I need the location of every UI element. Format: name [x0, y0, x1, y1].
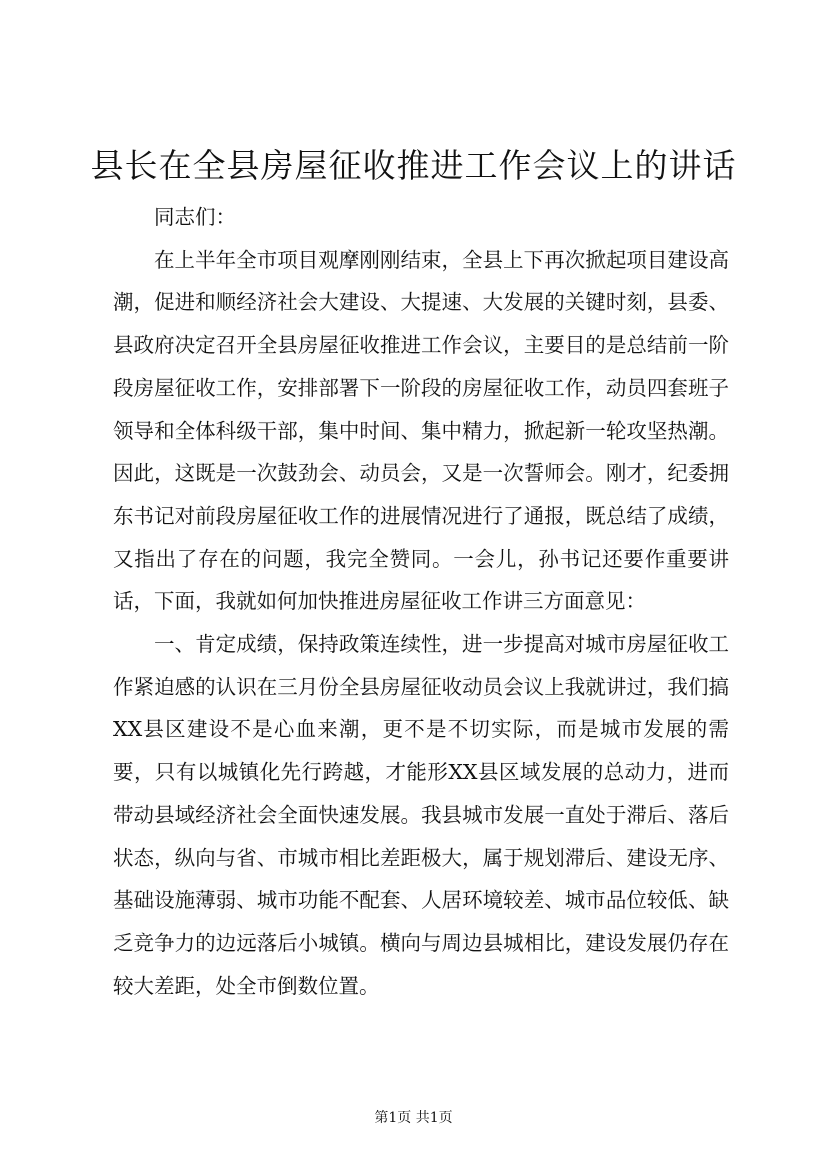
paragraph-section-one: 一、肯定成绩，保持政策连续性，进一步提高对城市房屋征收工作紧迫感的认识在三月份全县房屋征收动员会议上我就讲过，我们搞XX县区建设不是心血来潮，更不是不切实际，而是城市发展的需要，只有以城镇化先行跨越，才能形XX县区域发展的总动力，进而带动县域经济社会全面快速发展。我县城市发展一直处于滞后、落后状态，纵向与省、市城市相比差距极大，属于规划滞后、建设无序、基础设施薄弱、城市功能不配套、人居环境较差、城市品位较低、缺乏竞争力的边远落后小城镇。横向与周边县城相比，建设发展仍存在较大差距，处全市倒数位置。	[113, 632, 729, 998]
document-body	[113, 196, 729, 1007]
document-title: 县长在全县房屋征收推进工作会议上的讲话	[90, 146, 737, 185]
paragraph-intro: 在上半年全市项目观摩刚刚结束，全县上下再次掀起项目建设高潮，促进和顺经济社会大建设、大提速、大发展的关键时刻，县委、县政府决定召开全县房屋征收推进工作会议，主要目的是总结前一阶段房屋征收工作，安排部署下一阶段的房屋征收工作，动员四套班子领导和全体科级干部，集中时间、集中精力，掀起新一轮攻坚热潮。因此，这既是一次鼓劲会、动员会，又是一次誓师会。刚才，纪委拥东书记对前段房屋征收工作的进展情况进行了通报，既总结了成绩，又指出了存在的问题，我完全赞同。一会儿，孙书记还要作重要讲话，下面，我就如何加快推进房屋征收工作讲三方面意见：	[113, 247, 729, 614]
page-footer: 第1页 共1页	[374, 1110, 453, 1126]
salutation: 同志们：	[154, 205, 236, 229]
